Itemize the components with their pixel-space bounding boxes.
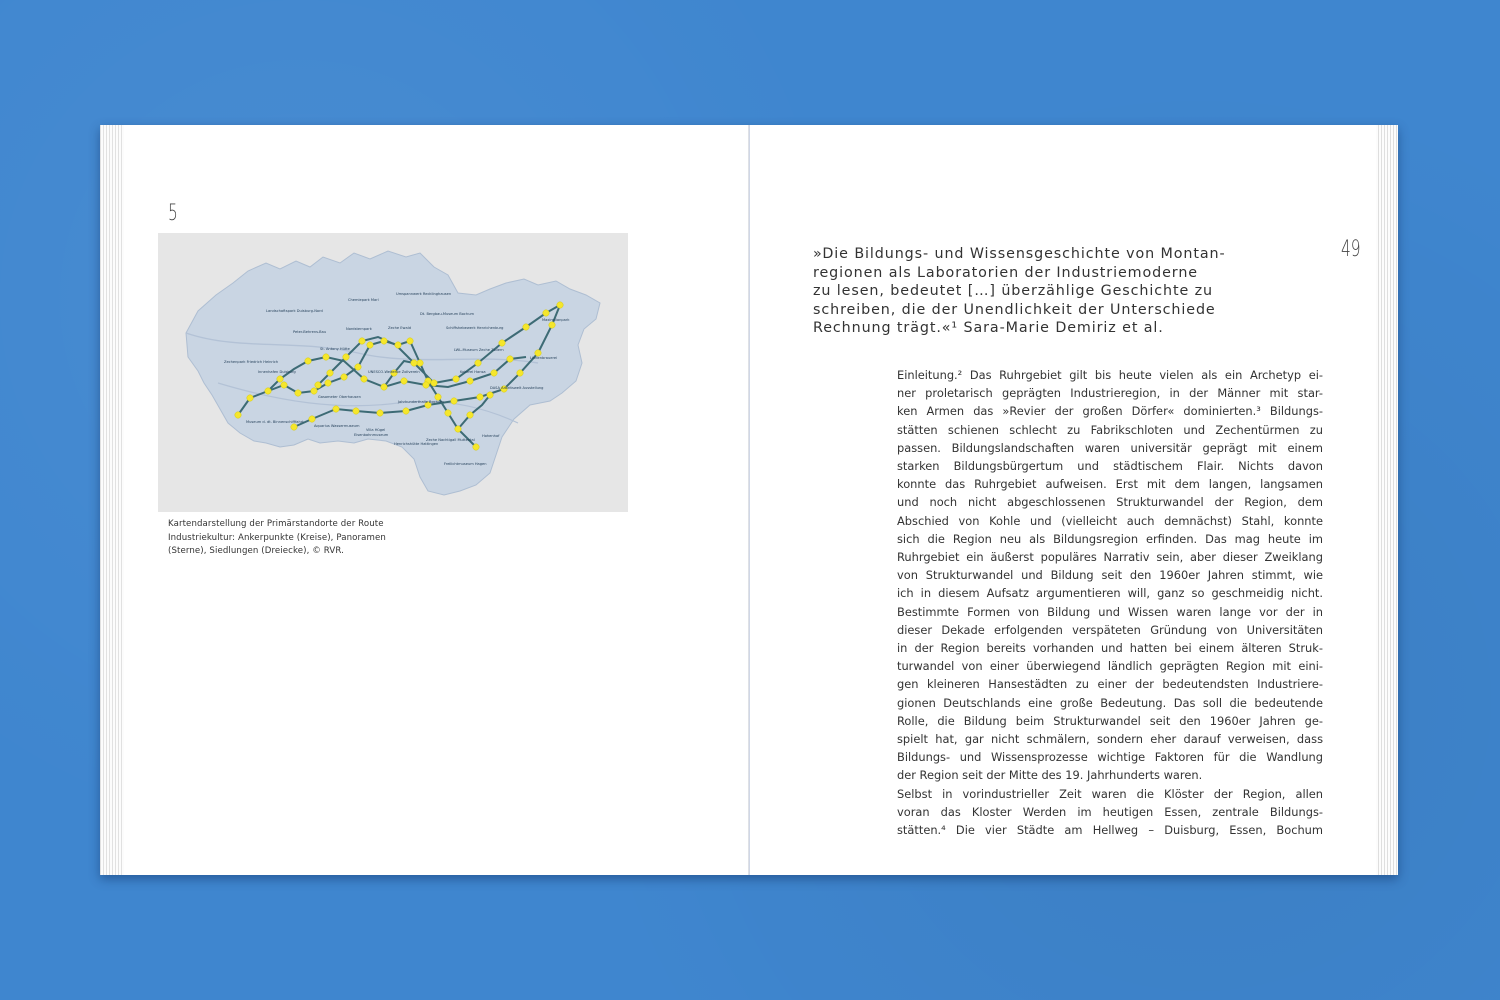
caption-line: (Sterne), Siedlungen (Dreiecke), © RVR. — [168, 546, 344, 556]
map-point — [451, 398, 457, 404]
map-label: Umspannwerk Recklinghausen — [396, 292, 452, 296]
body-line: spielt hat, gar nicht schmälern, sondern eher darauf verweisen, dass — [897, 732, 1323, 747]
map-point — [395, 342, 401, 348]
map-point — [455, 426, 461, 432]
body-line: dieser Dekade erfolgenden verspäteten Gründung von Universitäten — [897, 622, 1323, 637]
map-point — [327, 370, 333, 376]
body-line: starken Bildungsbürgertum und städtischem Flair. Nichts davon — [897, 459, 1323, 474]
right-page-edges — [1376, 125, 1398, 875]
map-label: Zeche Ewald — [388, 326, 411, 330]
map-label: Maximilianpark — [542, 318, 570, 322]
body-line: Abschied von Kohle und (vielleicht auch demnächst) Stahl, konnte — [897, 513, 1323, 528]
caption-line: Industriekultur: Ankerpunkte (Kreise), Panoramen — [168, 532, 386, 543]
map-label: Dt. Bergbau-Museum Bochum — [420, 312, 474, 316]
map-point — [291, 424, 297, 430]
map-point — [477, 394, 483, 400]
map-point — [401, 378, 407, 384]
map-point — [281, 382, 287, 388]
map-label: Eisenbahnmuseum — [354, 433, 389, 437]
map-label: Freilichtmuseum Hagen — [444, 462, 487, 466]
body-text — [897, 366, 1323, 839]
map-point — [543, 310, 549, 316]
map-label: Schiffshebewerk Henrichenburg — [446, 326, 504, 330]
map-point — [475, 360, 481, 366]
map-label: Gasometer Oberhausen — [318, 395, 361, 399]
map-label: Museum d. dt. Binnenschifffahrt — [246, 420, 304, 424]
body-line: turwandel von einer überwiegend ländlich geprägten Region mit eini- — [897, 659, 1323, 674]
body-line: Selbst in vorindustrieller Zeit waren die Klöster der Region, allen — [897, 786, 1323, 801]
body-line: in der Region bereits vorhanden und hatten bei einem älteren Struk- — [897, 641, 1323, 656]
map-point — [557, 302, 563, 308]
map-label: UNESCO-Welterbe Zollverein — [368, 370, 420, 374]
map-point — [295, 390, 301, 396]
map-label: Kokerei Hansa — [460, 370, 486, 374]
map-point — [377, 410, 383, 416]
map-point — [445, 410, 451, 416]
map-point — [265, 388, 271, 394]
map-point — [523, 324, 529, 330]
map-point — [381, 338, 387, 344]
map-point — [499, 340, 505, 346]
body-line: ich in diesem Aufsatz argumentieren will, ganz so geschmeidig nicht. — [897, 586, 1323, 601]
left-page-number: 5 — [168, 201, 178, 226]
map-label: Peter-Behrens-Bau — [293, 330, 327, 334]
map-label: Nordsternpark — [346, 327, 372, 331]
body-line: der Region seit der Mitte des 19. Jahrhunderts waren. — [897, 768, 1203, 783]
map-point — [325, 380, 331, 386]
map-point — [381, 384, 387, 390]
quote-line: regionen als Laboratorien der Industriemoderne — [813, 264, 1198, 281]
map-point — [517, 370, 523, 376]
map-point — [453, 376, 459, 382]
caption-line: Kartendarstellung der Primärstandorte der Route — [168, 519, 384, 529]
map-point — [411, 360, 417, 366]
map-point — [341, 374, 347, 380]
map-point — [423, 382, 429, 388]
quote-line: zu lesen, bedeutet […] überzählige Geschichte zu — [813, 283, 1213, 300]
left-page — [100, 125, 750, 875]
body-line: ken Armen das »Revier der großen Dörfer« dominierten.³ Bildungs- — [897, 404, 1323, 419]
right-page — [750, 125, 1398, 875]
map-caption — [168, 518, 428, 559]
map-label: DASA Arbeitswelt Ausstellung — [490, 386, 544, 390]
body-line: Bildungs- und Wissensprozesse wichtige Faktoren für die Wandlung — [897, 750, 1323, 765]
map-point — [343, 354, 349, 360]
body-line: Einleitung.² Das Ruhrgebiet gilt bis heute vielen als ein Archetyp ei- — [897, 368, 1323, 382]
map-svg — [158, 233, 628, 512]
map-point — [247, 395, 253, 401]
map-point — [359, 338, 365, 344]
map-point — [315, 382, 321, 388]
map-label: Aquarius Wassermuseum — [314, 424, 360, 428]
epigraph-quote — [813, 245, 1333, 338]
map-point — [361, 376, 367, 382]
body-line: Ruhrgebiet ein äußerst populäres Narrativ sein, aber dieser Zweiklang — [897, 550, 1323, 565]
map-label: Zeche Nachtigall Muttental — [426, 438, 475, 442]
map-label: Zechenpark Friedrich Heinrich — [224, 360, 279, 364]
map-point — [467, 378, 473, 384]
route-industriekultur-map — [158, 233, 628, 512]
body-line: und noch nicht abgeschlossenen Strukturwandel der Region, dem — [897, 495, 1323, 510]
left-page-edges — [100, 125, 124, 875]
right-page-number: 49 — [1341, 237, 1361, 262]
body-line: Bestimmte Formen von Bildung und Wissen waren lange vor der in — [897, 604, 1323, 619]
map-point — [311, 388, 317, 394]
map-label: LWL-Museum Zeche Zollern — [454, 348, 504, 352]
map-point — [487, 392, 493, 398]
map-label: Hohenhof — [482, 434, 500, 438]
map-point — [277, 376, 283, 382]
map-point — [355, 364, 361, 370]
map-point — [507, 356, 513, 362]
body-line: ner proletarisch geprägten Industrieregion, in der Männer mit star- — [897, 386, 1323, 401]
map-label: Innenhafen Duisburg — [258, 370, 296, 374]
body-line: stätten.⁴ Die vier Städte am Hellweg – Duisburg, Essen, Bochum — [897, 823, 1323, 838]
map-label: Landschaftspark Duisburg-Nord — [266, 309, 323, 313]
body-line: gen kleineren Hansestädten zu einer der bedeutendsten Industriere- — [897, 677, 1323, 692]
map-point — [473, 444, 479, 450]
quote-line: schreiben, die der Unendlichkeit der Unterschiede — [813, 301, 1216, 318]
quote-line: »Die Bildungs- und Wissensgeschichte von Montan- — [813, 246, 1226, 262]
body-line: Rolle, die Bildung beim Strukturwandel seit den 1960er Jahren ge- — [897, 713, 1323, 728]
map-point — [491, 370, 497, 376]
map-label: Lindenbrauerei — [530, 356, 558, 360]
body-line: konnte das Ruhrgebiet aufweisen. Erst mit dem langen, langsamen — [897, 477, 1323, 492]
map-label: Chemiepark Marl — [348, 298, 379, 302]
map-point — [305, 358, 311, 364]
map-label: Jahrhunderthalle Bochum — [398, 400, 444, 404]
map-point — [549, 322, 555, 328]
map-point — [403, 408, 409, 414]
body-line: von Strukturwandel und Bildung seit den 1960er Jahren stimmt, wie — [897, 568, 1323, 583]
body-line: sich die Region neu als Bildungsregion erfinden. Das mag heute im — [897, 531, 1323, 546]
map-point — [323, 354, 329, 360]
body-line: voran das Kloster Werden im heutigen Essen, zentrale Bildungs- — [897, 804, 1323, 819]
map-point — [309, 416, 315, 422]
quote-line: Rechnung trägt.«¹ Sara-Marie Demiriz et al. — [813, 320, 1164, 337]
map-point — [417, 360, 423, 366]
body-line: passen. Bildungslandschaften waren universitär geprägt mit einem — [897, 440, 1323, 455]
map-label: St. Antony Hütte — [320, 347, 350, 351]
map-point — [407, 338, 413, 344]
body-line: stätten schienen schlecht zu Fabrikschloten und Zechentürmen zu — [897, 422, 1323, 437]
map-point — [235, 412, 241, 418]
map-point — [431, 380, 437, 386]
body-line: gionen Deutschlands eine große Bedeutung. Das soll die bedeutende — [897, 695, 1323, 710]
map-label: Henrichshütte Hattingen — [394, 442, 439, 446]
open-book — [100, 125, 1398, 875]
map-point — [367, 342, 373, 348]
map-point — [353, 408, 359, 414]
map-point — [467, 412, 473, 418]
map-point — [333, 406, 339, 412]
map-label: Villa Hügel — [366, 428, 386, 432]
